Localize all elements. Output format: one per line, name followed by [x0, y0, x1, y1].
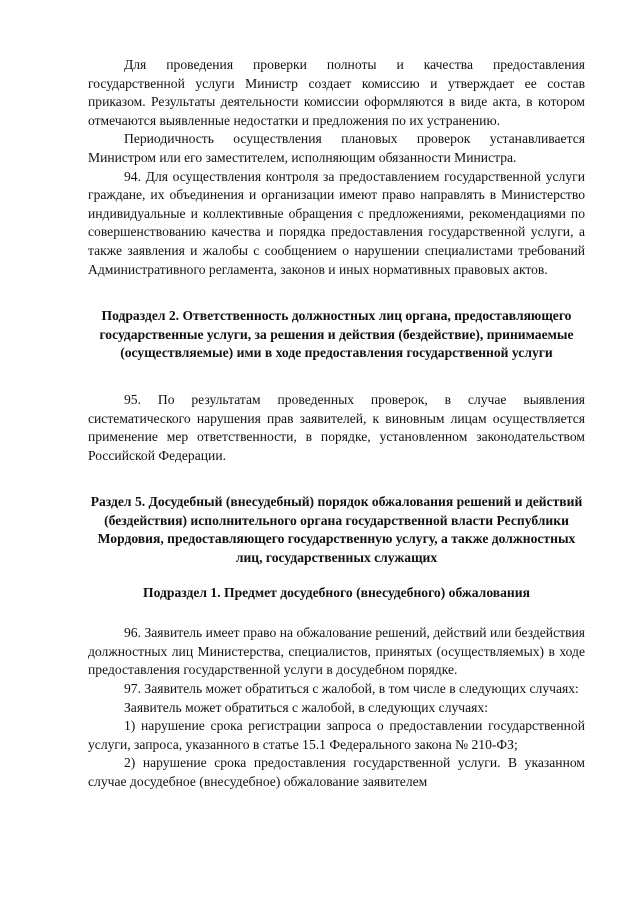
subsection-2-heading: Подраздел 2. Ответственность должностных лиц органа, предоставляющего государственные услуги, за решения и действия (бездействие), принимаемые (осуществляемые) ими в ходе предоставления государственной услуги — [99, 308, 574, 361]
spacer — [88, 602, 585, 624]
paragraph-inspection-frequency: Периодичность осуществления плановых проверок устанавливается Министром или его заместителем, исполняющим обязанности Министра. — [88, 131, 585, 165]
paragraph-95: 95. По результатам проведенных проверок, в случае выявления систематического нарушения прав заявителей, к виновным лицам осуществляется применение мер ответственности, в порядке, установленном законодательством Российской Федерации. — [88, 391, 585, 463]
paragraph-commission: Для проведения проверки полноты и качества предоставления государственной услуги Министр создает комиссию и утверждает ее состав приказом. Результаты деятельности комиссии оформляются в виде акта, в котором отмечаются выявленные недостатки и предложения по их устранению. — [88, 57, 585, 128]
subsection-1-heading: Подраздел 1. Предмет досудебного (внесудебного) обжалования — [143, 584, 530, 600]
spacer — [88, 279, 585, 307]
list-item-2: 2) нарушение срока предоставления государственной услуги. В указанном случае досудебное (внесудебное) обжалование заявителем — [88, 755, 585, 789]
list-item-1: 1) нарушение срока регистрации запроса о предоставлении государственной услуги, запроса, указанного в статье 15.1 Федерального закона № 210-ФЗ; — [88, 718, 585, 752]
paragraph-94: 94. Для осуществления контроля за предоставлением государственной услуги граждане, их объединения и организации имеют право направлять в Министерство индивидуальные и коллективные обращения с предложениями, рекомендациями по совершенствованию качества и порядка предоставления государственной услуги, а также заявления и жалобы с сообщением о нарушении специалистами требований Административного регламента, законов и иных нормативных правовых актов. — [88, 168, 585, 277]
spacer — [88, 363, 585, 391]
section-5-heading: Раздел 5. Досудебный (внесудебный) порядок обжалования решений и действий (бездействия) исполнительного органа государственной власти Республики Мордовия, предоставляющего государственную услугу, а также должностных лиц, государственных служащих — [90, 494, 583, 566]
spacer — [88, 465, 585, 493]
paragraph-97: 97. Заявитель может обратиться с жалобой, в том числе в следующих случаях: — [124, 681, 579, 697]
paragraph-complaint-cases: Заявитель может обратиться с жалобой, в следующих случаях: — [124, 699, 488, 715]
paragraph-96: 96. Заявитель имеет право на обжалование решений, действий или бездействия должностных лиц Министерства, специалистов, принятых (осуществляемых) в ходе предоставления государственной услуги в досудебном порядке. — [88, 625, 585, 678]
document-page — [88, 56, 585, 792]
spacer — [88, 568, 585, 584]
